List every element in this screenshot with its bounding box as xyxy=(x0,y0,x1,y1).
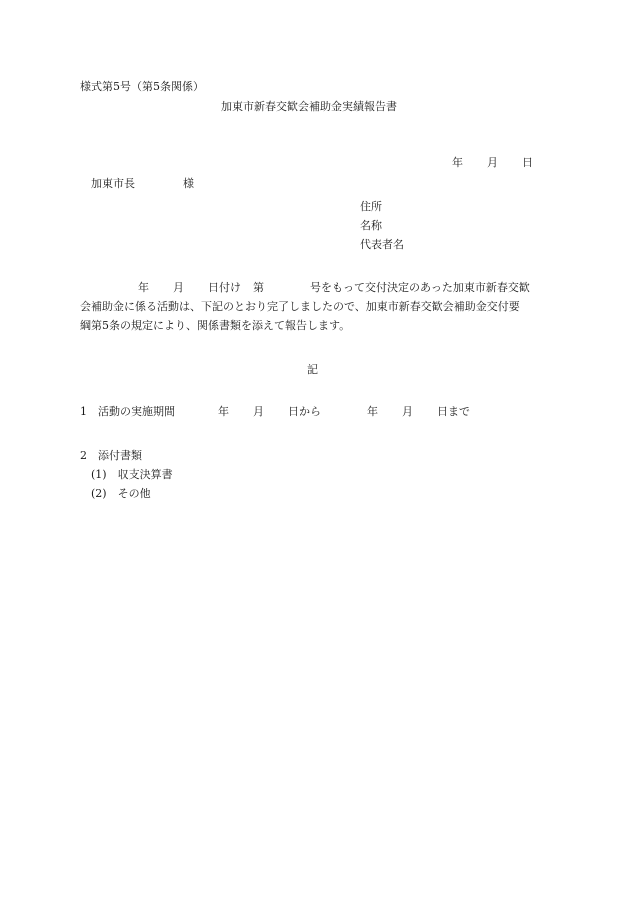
date-month: 月 xyxy=(487,156,498,169)
item-1-from-day: 日から xyxy=(288,405,321,418)
date-day: 日 xyxy=(522,156,533,169)
representative-label: 代表者名 xyxy=(360,238,404,251)
addressee-name: 加東市長 xyxy=(91,177,135,190)
body-year: 年 xyxy=(138,281,149,294)
item-2-label: 2 添付書類 xyxy=(80,449,142,462)
body-line-1 xyxy=(138,281,530,295)
name-label: 名称 xyxy=(360,219,382,232)
body-line-3: 綱第5条の規定により、関係書類を添えて報告します。 xyxy=(80,319,351,332)
item-1-from-year: 年 xyxy=(218,405,229,418)
body-line-2: 会補助金に係る活動は、下記のとおり完了しましたので、加東市新春交歓会補助金交付要 xyxy=(80,300,520,313)
document-title: 加東市新春交歓会補助金実績報告書 xyxy=(221,100,397,113)
item-1-to-day: 日まで xyxy=(437,405,470,418)
item-2-sub-1: (1) 収支決算書 xyxy=(91,468,173,481)
addressee xyxy=(91,177,194,191)
item-1-from-month: 月 xyxy=(253,405,264,418)
item-1-label: 1 活動の実施期間 xyxy=(80,405,175,418)
ki-heading: 記 xyxy=(307,363,318,376)
date-year: 年 xyxy=(452,156,463,169)
body-line-1-rest: 号をもって交付決定のあった加東市新春交歓 xyxy=(310,281,530,294)
body-no-prefix: 第 xyxy=(253,281,264,294)
date-line xyxy=(452,156,533,170)
body-month: 月 xyxy=(173,281,184,294)
body-day: 日付け xyxy=(208,281,241,294)
item-1 xyxy=(80,405,470,419)
addressee-honorific: 様 xyxy=(183,177,194,190)
item-2-sub-2: (2) その他 xyxy=(91,487,151,500)
form-number: 様式第5号（第5条関係） xyxy=(80,80,204,93)
item-1-to-month: 月 xyxy=(402,405,413,418)
address-label: 住所 xyxy=(360,200,382,213)
item-1-to-year: 年 xyxy=(367,405,378,418)
